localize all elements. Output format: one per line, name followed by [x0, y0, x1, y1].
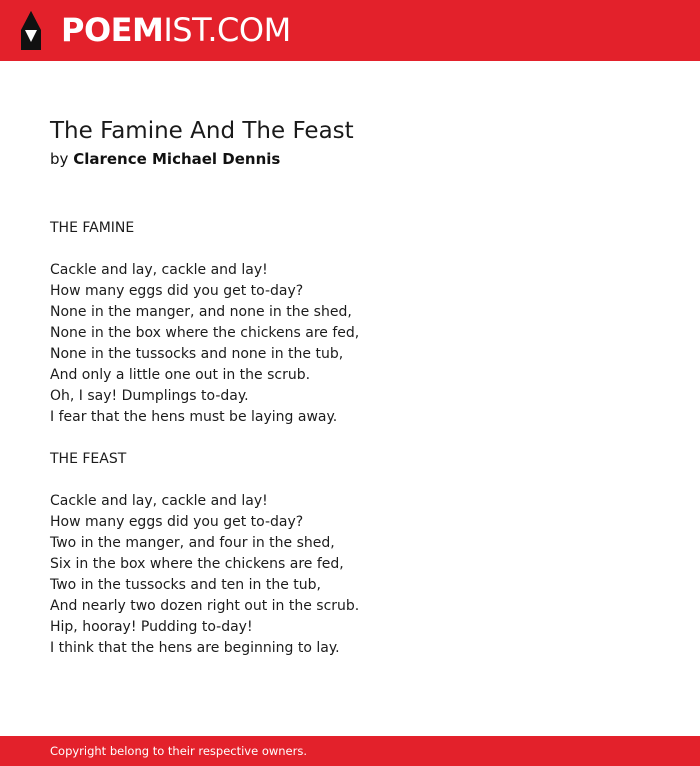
poem-body [50, 218, 650, 659]
poem-line-blank [50, 239, 650, 260]
poem-line: I think that the hens are beginning to lay. [50, 640, 340, 656]
brand-bold: POEM [61, 11, 164, 49]
author-name: Clarence Michael Dennis [73, 150, 281, 168]
poem-line-blank [50, 428, 650, 449]
poem-line: And only a little one out in the scrub. [50, 367, 311, 383]
poem-line: Cackle and lay, cackle and lay! [50, 262, 268, 278]
poem-line: I fear that the hens must be laying away. [50, 409, 338, 425]
poem-byline [50, 148, 280, 170]
site-header [0, 0, 700, 61]
poem-line: None in the tussocks and none in the tub, [50, 346, 344, 362]
poem-line: THE FAMINE [50, 220, 135, 236]
poem-line: And nearly two dozen right out in the scrub. [50, 598, 360, 614]
poem-line: Six in the box where the chickens are fed, [50, 556, 344, 572]
brand-light: IST.COM [163, 11, 291, 49]
poem-line: How many eggs did you get to-day? [50, 283, 304, 299]
poem-line: THE FEAST [50, 451, 127, 467]
copyright-notice: Copyright belong to their respective owners. [50, 744, 308, 758]
poem-line: Cackle and lay, cackle and lay! [50, 493, 268, 509]
poem-line: How many eggs did you get to-day? [50, 514, 304, 530]
poem-line: None in the manger, and none in the shed, [50, 304, 352, 320]
poem-line: Hip, hooray! Pudding to-day! [50, 619, 253, 635]
pencil-tip-icon[interactable] [18, 10, 44, 52]
site-footer [0, 736, 700, 766]
poem-line: Oh, I say! Dumplings to-day. [50, 388, 249, 404]
poem-title: The Famine And The Feast [50, 118, 354, 144]
poem-line: Two in the tussocks and ten in the tub, [50, 577, 321, 593]
poem-line: Two in the manger, and four in the shed, [50, 535, 335, 551]
poem-line-blank [50, 470, 650, 491]
by-label: by [50, 150, 69, 168]
site-logo-text[interactable] [61, 10, 291, 50]
poem-line: None in the box where the chickens are fed, [50, 325, 360, 341]
